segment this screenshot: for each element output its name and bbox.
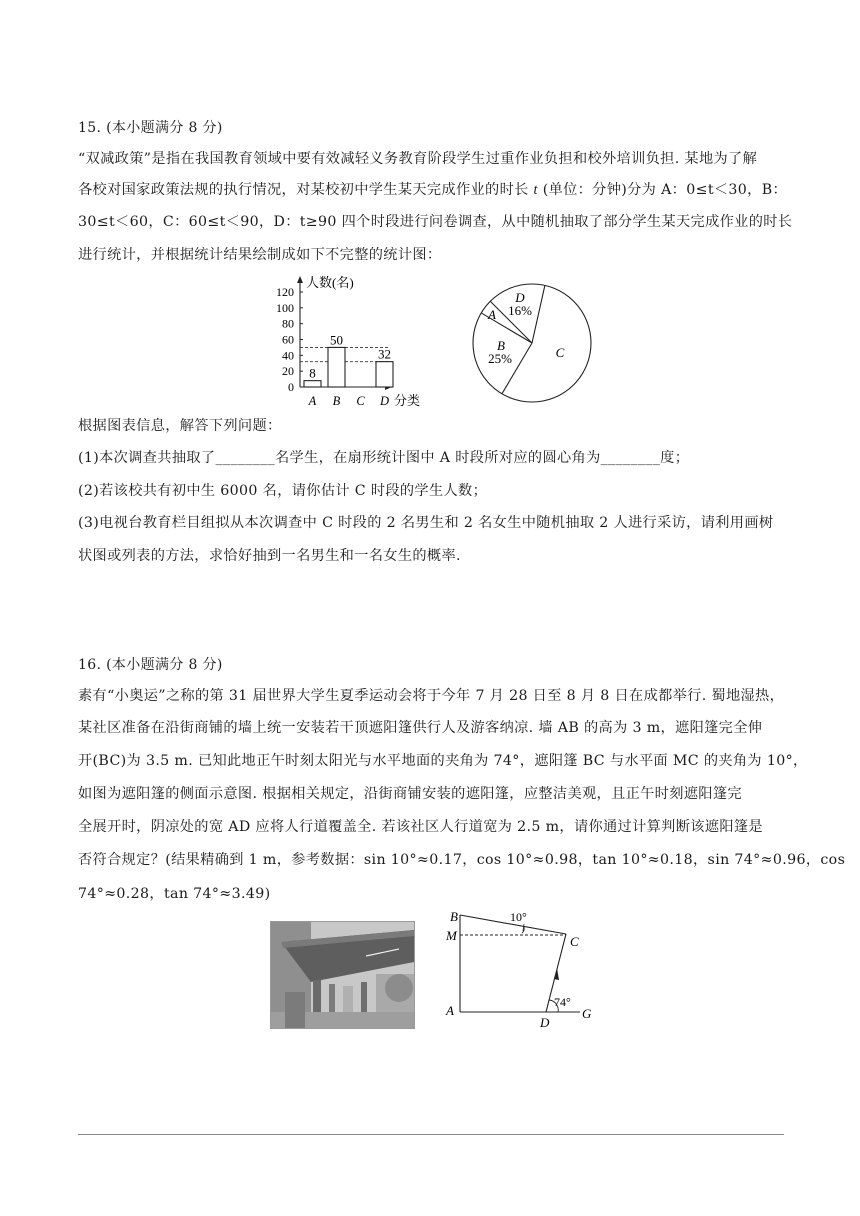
x-axis-title: 分类 [394, 393, 421, 408]
label-a: A [446, 1003, 454, 1018]
q15-heading: 15. (本小题满分 8 分) [78, 120, 223, 136]
q16-paragraph-line-6: 否符合规定？(结果精确到 1 m，参考数据：sin 10°≈0.17，cos 10°≈0.98，tan 10°≈0.18，sin 74°≈0.96，cos [78, 852, 846, 868]
pie-label-d: D [515, 290, 525, 305]
y-tick-label: 80 [282, 316, 294, 331]
x-tick-label-b: B [332, 394, 341, 408]
y-tick-label: 120 [276, 285, 294, 299]
q15-subquestion-1: (1)本次调查共抽取了________名学生，在扇形统计图中 A 时段所对应的圆心角为________度； [78, 450, 690, 466]
bar-d [376, 362, 393, 387]
x-tick-label-d: D [379, 394, 390, 408]
pie-percent-b: 25% [488, 351, 512, 366]
y-tick-label: 40 [282, 348, 294, 363]
q16-paragraph-line-2: 某社区准备在沿街商铺的墙上统一安装若干顶遮阳篷供行人及游客纳凉. 墙 AB 的高为 3 m，遮阳篷完全伸 [78, 720, 763, 736]
awning-photo-illustration [271, 922, 414, 1028]
y-tick-label: 0 [288, 380, 294, 394]
q15-paragraph-line-1: “双减政策”是指在我国教育领域中要有效减轻义务教育阶段学生过重作业负担和校外培训负担. 某地为了解 [78, 151, 758, 167]
label-c: C [570, 934, 579, 949]
q15-line2-text-b: (单位：分钟)分为 A：0≤t＜30，B： [537, 182, 788, 198]
q15-paragraph-line-4: 进行统计，并根据统计结果绘制成如下不完整的统计图： [78, 247, 442, 263]
y-tick-label: 100 [276, 300, 294, 315]
q16-paragraph-line-1: 素有“小奥运”之称的第 31 届世界大学生夏季运动会将于今年 7 月 28 日至 8 月 8 日在成都举行. 蜀地湿热， [78, 688, 785, 704]
angle-bottom-label: 74° [554, 995, 571, 1009]
label-d: D [540, 1015, 550, 1030]
y-axis-arrow [297, 276, 303, 283]
pie-chart [468, 280, 598, 406]
q16-paragraph-line-5: 全展开时，阴凉处的宽 AD 应将人行道覆盖全. 若该社区人行道宽为 2.5 m，请你通过计算判断该遮阳篷是 [78, 819, 763, 835]
y-axis-title: 人数(名) [306, 275, 354, 290]
footer-rule [78, 1134, 784, 1135]
data-label-d: 32 [378, 346, 391, 362]
q16-paragraph-line-3: 开(BC)为 3.5 m. 已知此地正午时刻太阳光与水平地面的夹角为 74°，遮阳篷 BC 与水平面 MC 的夹角为 10°， [78, 753, 808, 769]
awning-diagram [440, 908, 610, 1032]
angle-top-label: 10° [510, 910, 527, 924]
awning-photo [270, 921, 415, 1029]
label-b: B [450, 909, 458, 924]
x-tick-label-a: A [308, 394, 317, 408]
q15-line2-text-a: 各校对国家政策法规的执行情况，对某校初中学生某天完成作业的时长 [78, 182, 534, 198]
data-label-a: 8 [309, 365, 316, 381]
q16-heading: 16. (本小题满分 8 分) [78, 657, 223, 673]
q16-paragraph-line-7: 74°≈0.28，tan 74°≈3.49) [78, 886, 271, 902]
pie-label-b: B [497, 338, 505, 353]
x-tick-label-c: C [356, 394, 365, 408]
bar-b [328, 347, 345, 387]
label-m: M [446, 928, 457, 943]
q15-subquestion-3-line-1: (3)电视台教育栏目组拟从本次调查中 C 时段的 2 名男生和 2 名女生中随机抽取 2 人进行采访，请利用画树 [78, 515, 774, 531]
q15-variable-t: t [533, 182, 538, 198]
y-tick-label: 60 [282, 332, 294, 347]
bar-chart [262, 272, 434, 410]
pie-percent-d: 16% [508, 303, 532, 318]
q15-subquestion-3-line-2: 状图或列表的方法，求恰好抽到一名男生和一名女生的概率. [78, 548, 461, 564]
q15-paragraph-line-3: 30≤t＜60，C：60≤t＜90，D：t≥90 四个时段进行问卷调查，从中随机抽取了部分学生某天完成作业的时长 [78, 214, 793, 230]
bar-a [304, 381, 321, 387]
pie-label-a: A [488, 307, 496, 322]
q15-paragraph-line-2 [78, 180, 788, 200]
q16-paragraph-line-4: 如图为遮阳篷的侧面示意图. 根据相关规定，沿街商铺安装的遮阳篷，应整洁美观，且正午时刻遮阳篷完 [78, 786, 742, 802]
q15-subquestion-2: (2)若该校共有初中生 6000 名，请你估计 C 时段的学生人数； [78, 483, 488, 499]
q15-prompt: 根据图表信息，解答下列问题： [78, 418, 282, 434]
pie-label-c: C [555, 345, 565, 360]
label-g: G [582, 1006, 592, 1021]
data-label-b: 50 [330, 332, 343, 348]
y-tick-label: 20 [282, 364, 294, 379]
